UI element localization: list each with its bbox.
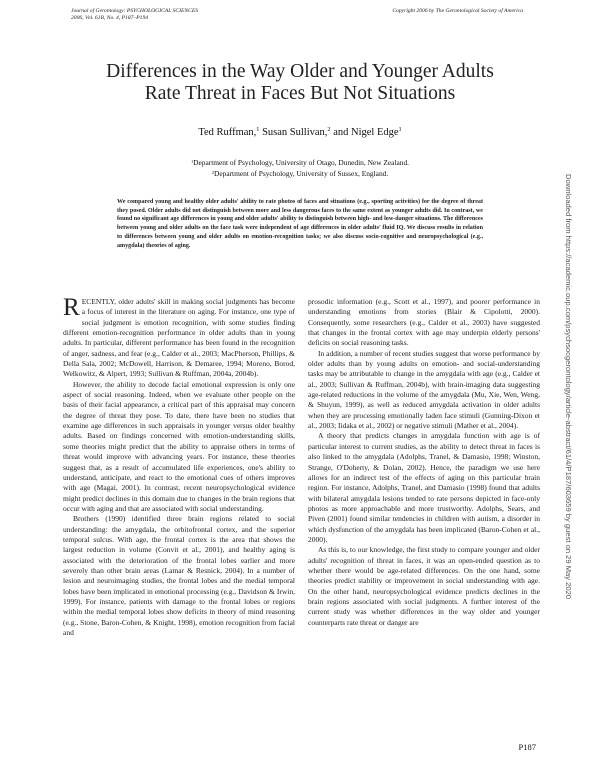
author-affil-marker: 2: [327, 126, 331, 133]
download-watermark-text: Downloaded from https://academic.oup.com/psychsocgerontology/article-abstract/61/4/P187/603659 by guest on 29 May 2020: [564, 174, 573, 600]
article-title: [40, 61, 560, 105]
body-paragraph: Brothers (1990) identified three brain regions related to social understanding: the amygdala, the orbitofrontal cortex, and the superior temporal sulcus. With age, the frontal cortex is the area that shows the largest reduction in volume (Convit et al., 2001), and healthy aging is associated with the deterioration of the frontal lobes earlier and more severely than other brain areas (Lamar & Resnick, 2004). In a number of lesion and neuroimaging studies, the frontal lobes and the medial temporal lobes have been implicated in emotional processing (e.g., Davidson & Irwin, 1999). For instance, patients with damage to the frontal lobes or regions within the medial temporal lobes show deficits in theory of mind reasoning (e.g., Stone, Baron-Cohen, & Knight, 1998), emotion recognition from facial and: [63, 514, 295, 637]
affiliation: $^2$Department of Psychology, University of Sussex, England.: [211, 169, 389, 178]
author-name: Susan Sullivan,: [259, 127, 328, 138]
title-line-2: Rate Threat in Faces But Not Situations: [144, 83, 456, 104]
journal-header: [71, 8, 198, 21]
affiliations: [40, 157, 560, 179]
journal-volume: 2006, Vol. 61B, No. 4, P187–P194: [71, 14, 149, 21]
author-name: Ted Ruffman,: [198, 127, 257, 138]
title-line-1: Differences in the Way Older and Younger Adults: [106, 61, 494, 82]
body-paragraph: However, the ability to decode facial emotional expression is only one aspect of social reasoning. Indeed, when we evaluate other people on the basis of their facial appearance, a critical part of this appraisal may concern the degree of threat they pose. To date, there have been no studies that examine age differences in such appraisals in younger versus older healthy adults. Based on findings concerned with emotion-understanding skills, some theories might predict that the ability to appraise others in terms of threat would improve with advancing years. For instance, these theories suggest that, as a result of accumulated life experiences, one's ability to understand, anticipate, and react to the emotional cues of others improves with age (Magai, 2001). In contrast, recent neuropsychological evidence might predict declines in this domain due to changes in the brain regions that occur with aging and that are associated with social understanding.: [63, 379, 295, 513]
body-paragraph: prosodic information (e.g., Scott et al., 1997), and poorer performance in understanding emotions from stories (Blair & Cipolotti, 2000). Consequently, some researchers (e.g., Calder et al., 2003) have suggested that changes in the frontal cortex with age may underpin elderly persons' deficits on social reasoning tasks.: [308, 297, 540, 348]
download-watermark: [562, 174, 574, 634]
body-column-right: [308, 297, 540, 628]
author-affil-marker: 1: [256, 126, 260, 133]
copyright-notice: Copyright 2006 by The Gerontological Society of America: [392, 8, 523, 14]
body-paragraph: As this is, to our knowledge, the first study to compare younger and older adults' recognition of threat in faces, it was an open-ended question as to whether there would be age-related differences. On the one hand, some theories predict stability or improvement in social understanding with age. On the other hand, neuropsychological evidence predicts declines in the brain regions associated with social judgments. A further interest of the current study was whether differences in the way older and younger counterparts rate threat or danger are: [308, 545, 540, 627]
author-name: and Nigel Edge: [330, 127, 399, 138]
page-number: P187: [518, 742, 536, 752]
affiliation: $^1$Department of Psychology, University of Otago, Dunedin, New Zealand.: [190, 158, 410, 167]
journal-name: Journal of Gerontology: PSYCHOLOGICAL SCIENCES: [71, 8, 199, 14]
abstract: We compared young and healthy older adults' ability to rate photos of faces and situations (e.g., sporting activities) for the degree of threat they posed. Older adults did not distinguish between more and less dangerous faces to the same extent as younger adults did. In contrast, we found no significant age differences in young and older adults' ability to distinguish between high- and low-danger situations. The differences between young and older adults on the face task were independent of age differences in older adults' fluid IQ. We discuss results in relation to differences between young and older adults on emotion-recognition tasks; we also discuss socio-cognitive and neuropsychological (e.g., amygdala) theories of aging.: [117, 199, 483, 249]
body-column-left: [63, 294, 295, 638]
body-paragraph: RECENTLY, older adults' skill in making social judgments has become a focus of interest in the literature on aging. For instance, one type of social judgment is emotion recognition, with some studies finding different emotion-recognition performance in older adults than in young adults. In particular, different performance has been found in the recognition of anger, sadness, and fear (e.g., Calder et al., 2003; MacPherson, Phillips, & Della Sala, 2002; McDowell, Harrison, & Demaree, 1994; Moreno, Borod, Welkowitz, & Alpert, 1993; Sullivan & Ruffman, 2004a, 2004b).: [63, 294, 295, 379]
author-affil-marker: 1: [398, 126, 402, 133]
author-list: [40, 127, 560, 138]
body-paragraph: In addition, a number of recent studies suggest that worse performance by older adults than by young adults on emotion- and social-understanding tasks may be attributable to change in the amygdala with age (e.g., Calder et al., 2003; Sullivan & Ruffman, 2004b), with brain-imaging data suggesting age-related reductions in the volume of the amygdala (Mu, Xie, Wen, Weng, & Shuyun, 1999), as well as reduced amygdala activation in older adults when they are processing emotionally laden face stimuli (Gunning-Dixon et al., 2003; Iidaka et al., 2002) or negative stimuli (Mather et al., 2004).: [308, 348, 541, 431]
body-paragraph: A theory that predicts changes in amygdala function with age is of particular interest to current studies, as the ability to detect threat in faces is also linked to the amygdala (Adolphs, Tranel, & Damasio, 1998; Winston, Strange, O'Doherty, & Dolan, 2002). Hence, the paradigm we use here allows for an indirect test of the effects of aging on this particular brain region. For instance, Adolphs, Tranel, and Damasio (1998) found that adults with bilateral amygdala lesions tended to rate persons depicted in face-only photos as more approachable and more trustworthy. Adolphs, Sears, and Piven (2001) found similar tendencies in children with autism, a disorder in which dysfunction of the amygdala has been implicated (Baron-Cohen et al., 2000).: [308, 431, 540, 544]
drop-cap: R: [63, 294, 80, 321]
